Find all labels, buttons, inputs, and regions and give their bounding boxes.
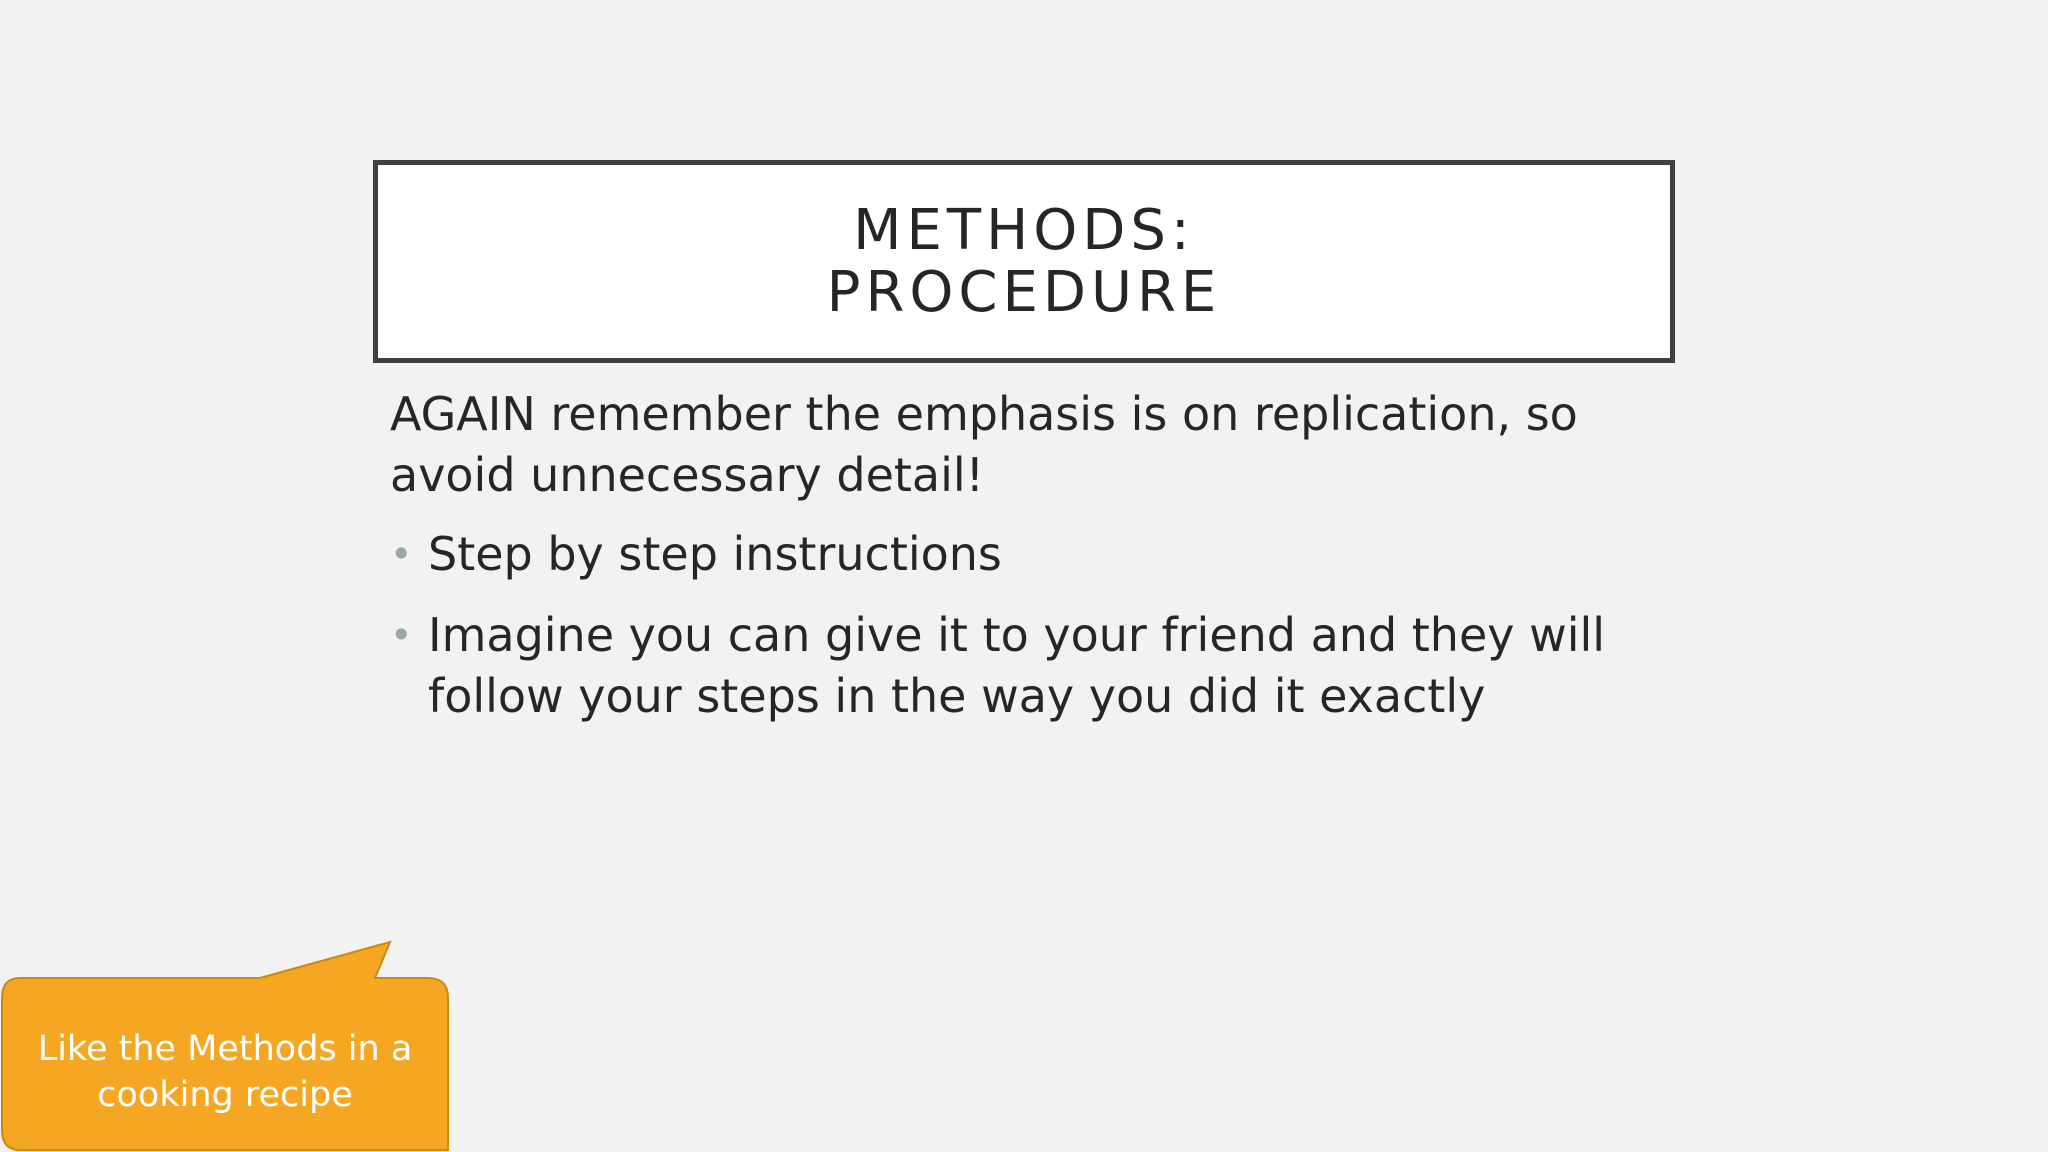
- bullet-text: Step by step instructions: [428, 527, 1002, 581]
- slide-title-line-1: METHODS:: [853, 197, 1195, 263]
- callout-speech-bubble: [0, 940, 450, 1152]
- slide-title-line-2: PROCEDURE: [826, 259, 1222, 325]
- intro-paragraph: AGAIN remember the emphasis is on replication, so avoid unnecessary detail!: [390, 387, 1578, 502]
- bullet-dot-icon: •: [390, 532, 413, 576]
- slide-title-box: [373, 160, 1675, 363]
- slide-content: [390, 384, 1670, 747]
- callout-text-line-1: Like the Methods in a: [37, 1029, 413, 1069]
- bullet-item: [390, 524, 1670, 585]
- bullet-item: [390, 605, 1670, 727]
- bullet-text: Imagine you can give it to your friend and they will follow your steps in the way you did it exactly: [428, 608, 1606, 723]
- callout-text: [10, 1026, 440, 1118]
- bullet-dot-icon: •: [390, 613, 413, 657]
- callout-text-line-2: cooking recipe: [97, 1075, 353, 1115]
